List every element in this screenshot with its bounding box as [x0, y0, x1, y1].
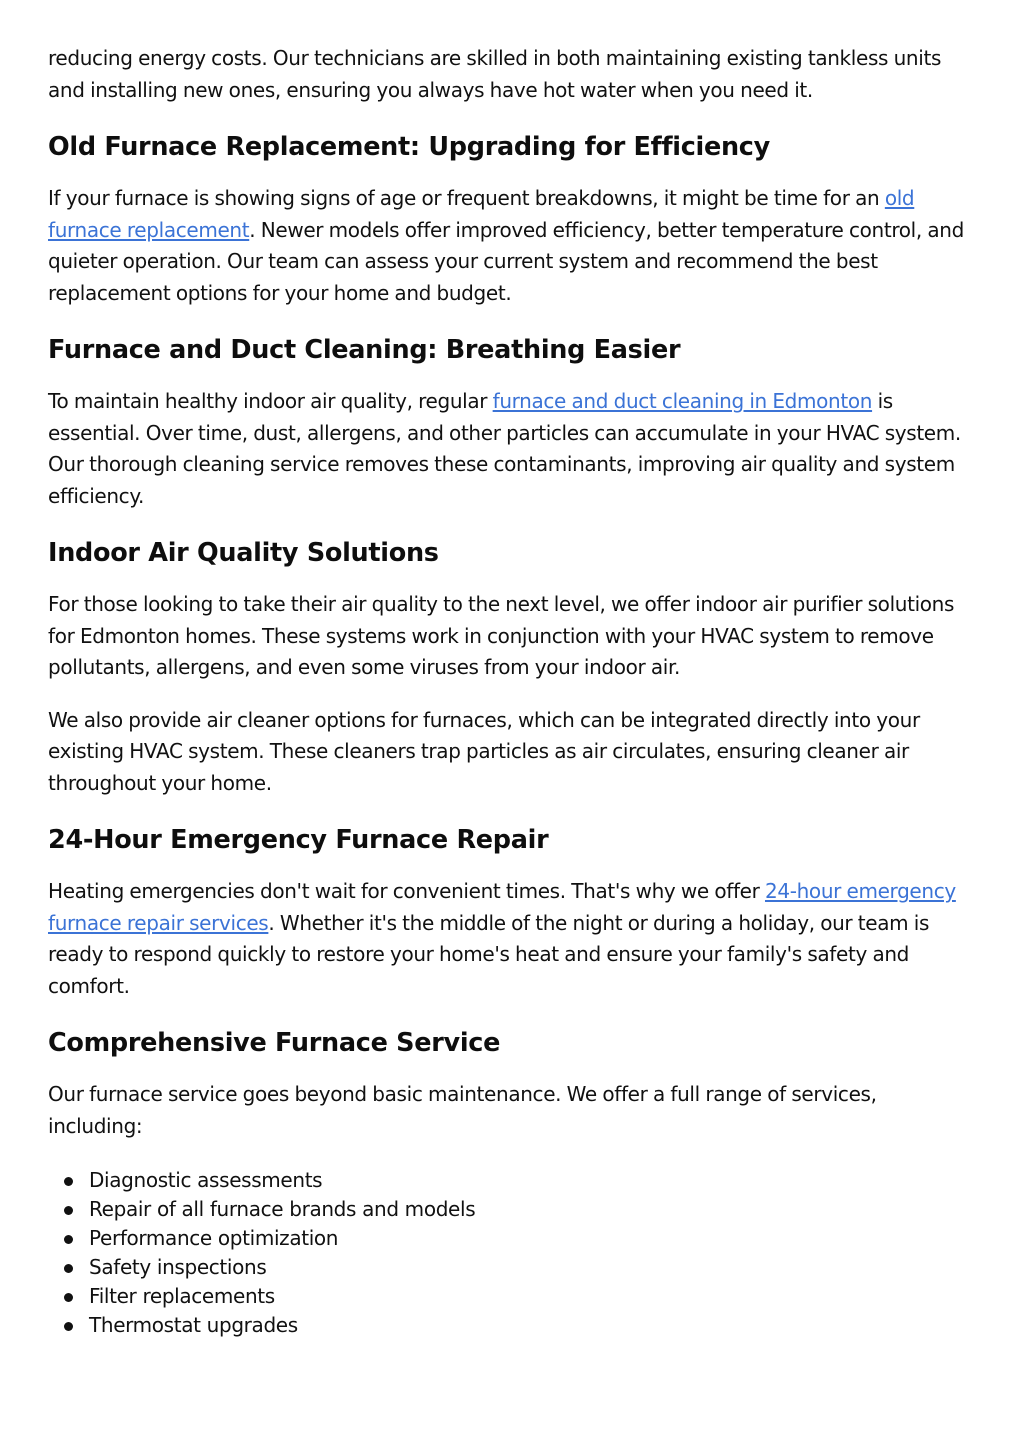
bullet-icon: [64, 1293, 73, 1302]
bullet-icon: [64, 1264, 73, 1273]
paragraph-old-furnace-replacement: [48, 183, 976, 309]
paragraph-duct-cleaning: [48, 386, 976, 512]
bullet-icon: [64, 1177, 73, 1186]
bullet-icon: [64, 1206, 73, 1215]
list-item: [48, 1224, 976, 1253]
paragraph-air-cleaner: We also provide air cleaner options for furnaces, which can be integrated directly into your existing HVAC system. These cleaners trap particles as air circulates, ensuring cleaner air throughout your home.: [48, 707, 920, 795]
paragraph-text: To maintain healthy indoor air quality, regular: [48, 389, 493, 413]
list-item-label: Diagnostic assessments: [89, 1168, 323, 1192]
intro-paragraph: reducing energy costs. Our technicians are skilled in both maintaining existing tankless units and installing new ones, ensuring you always have hot water when you need it.: [48, 46, 942, 102]
list-item: [48, 1253, 976, 1282]
list-item: [48, 1195, 976, 1224]
list-item: [48, 1282, 976, 1311]
list-item-label: Performance optimization: [89, 1226, 339, 1250]
heading-old-furnace-replacement: Old Furnace Replacement: Upgrading for Efficiency: [48, 132, 770, 162]
duct-cleaning-link[interactable]: furnace and duct cleaning in Edmonton: [492, 389, 873, 413]
list-item: [48, 1166, 976, 1195]
bullet-icon: [64, 1235, 73, 1244]
paragraph-comprehensive-service: Our furnace service goes beyond basic maintenance. We offer a full range of services, including:: [48, 1082, 877, 1138]
list-item-label: Safety inspections: [89, 1255, 267, 1279]
services-list: [48, 1166, 976, 1340]
list-item: [48, 1311, 976, 1340]
heading-duct-cleaning: Furnace and Duct Cleaning: Breathing Easier: [48, 335, 681, 365]
paragraph-text: If your furnace is showing signs of age or frequent breakdowns, it might be time for an: [48, 186, 885, 210]
paragraph-text: . Newer models offer improved efficiency, better temperature control, and quieter operation. Our team can assess your current system and recommend the best replacement options for your home and budget.: [48, 217, 964, 305]
heading-indoor-air-quality: Indoor Air Quality Solutions: [48, 538, 439, 568]
paragraph-emergency-repair: [48, 876, 976, 1002]
paragraph-text: is essential. Over time, dust, allergens, and other particles can accumulate in your HVAC system. Our thorough cleaning service removes these contaminants, improving air quality and system efficiency.: [48, 389, 961, 508]
list-item-label: Filter replacements: [89, 1284, 275, 1308]
heading-emergency-repair: 24-Hour Emergency Furnace Repair: [48, 825, 549, 855]
list-item-label: Thermostat upgrades: [89, 1313, 298, 1337]
list-item-label: Repair of all furnace brands and models: [89, 1197, 476, 1221]
paragraph-text: . Whether it's the middle of the night or during a holiday, our team is ready to respond quickly to restore your home's heat and ensure your family's safety and comfort.: [48, 910, 930, 998]
bullet-icon: [64, 1322, 73, 1331]
paragraph-air-purifier: For those looking to take their air quality to the next level, we offer indoor air purifier solutions for Edmonton homes. These systems work in conjunction with your HVAC system to remove pollutants, allergens, and even some viruses from your indoor air.: [48, 592, 955, 679]
heading-comprehensive-service: Comprehensive Furnace Service: [48, 1028, 501, 1058]
paragraph-text: Heating emergencies don't wait for convenient times. That's why we offer: [48, 879, 765, 903]
emergency-repair-link[interactable]: 24-hour emergency furnace repair services: [48, 879, 956, 935]
old-furnace-replacement-link[interactable]: old furnace replacement: [48, 186, 915, 242]
